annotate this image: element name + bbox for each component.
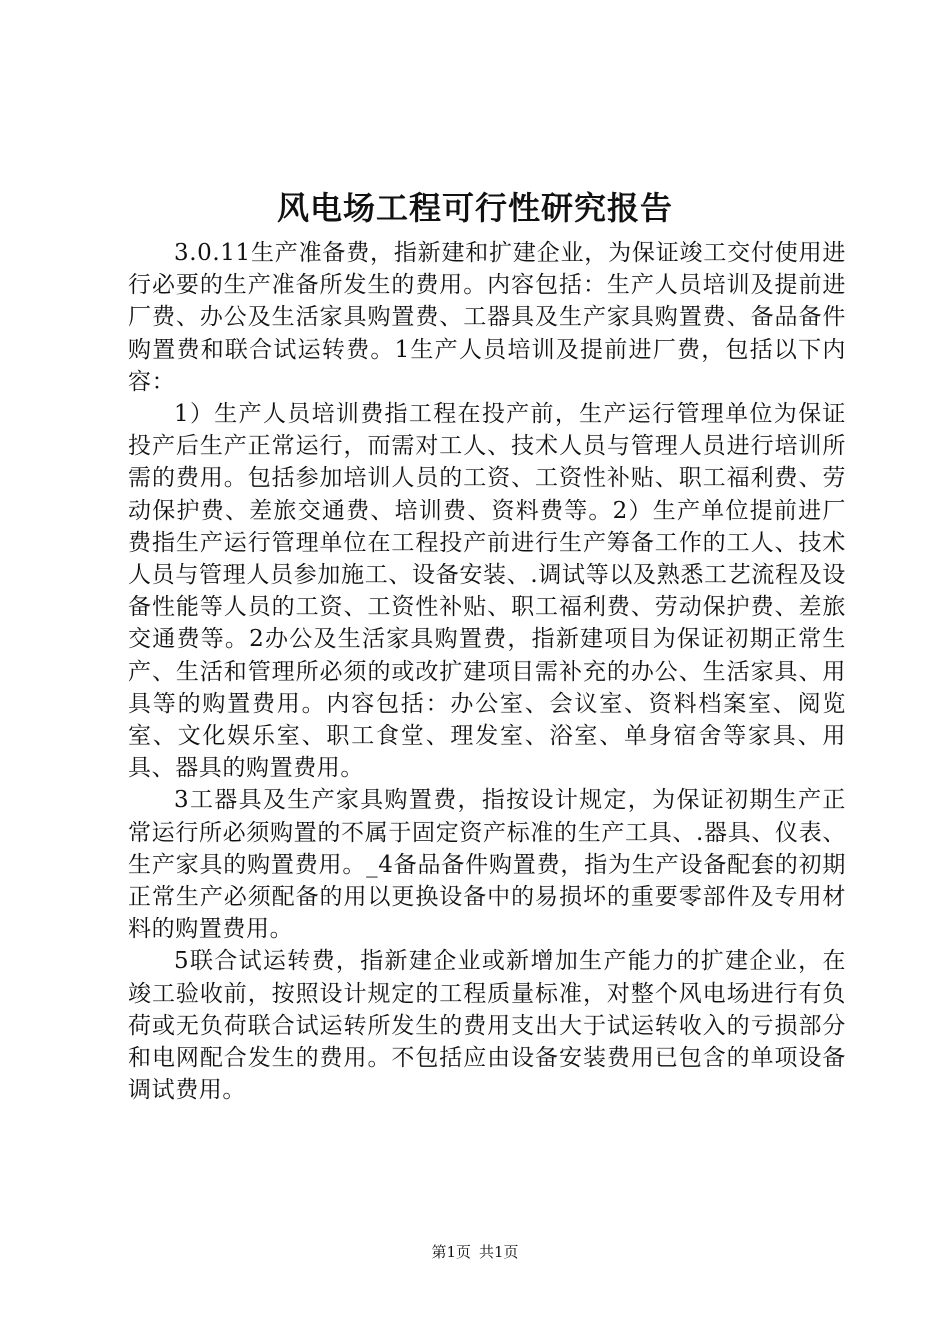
page-number: 第1页	[431, 1243, 471, 1261]
page-footer	[0, 1242, 950, 1262]
paragraph-1: 3.0.11生产准备费，指新建和扩建企业，为保证竣工交付使用进行必要的生产准备所发生的费用。内容包括：生产人员培训及提前进厂费、办公及生活家具购置费、工器具及生产家具购置费、备品备件购置费和联合试运转费。1生产人员培训及提前进厂费，包括以下内容：	[128, 240, 846, 395]
paragraph-3: 3工器具及生产家具购置费，指按设计规定，为保证初期生产正常运行所必须购置的不属于固定资产标准的生产工具、.器具、仪表、生产家具的购置费用。_4备品备件购置费，指为生产设备配套的初期正常生产必须配备的用以更换设备中的易损坏的重要零部件及专用材料的购置费用。	[128, 787, 846, 943]
document-title: 风电场工程可行性研究报告	[276, 189, 673, 227]
page-total: 共1页	[479, 1243, 519, 1261]
document-body	[128, 237, 846, 1106]
paragraph-2: 1）生产人员培训费指工程在投产前，生产运行管理单位为保证投产后生产正常运行，而需对工人、技术人员与管理人员进行培训所需的费用。包括参加培训人员的工资、工资性补贴、职工福利费、劳动保护费、差旅交通费、培训费、资料费等。2）生产单位提前进厂费指生产运行管理单位在工程投产前进行生产筹备工作的工人、技术人员与管理人员参加施工、设备安装、.调试等以及熟悉工艺流程及设备性能等人员的工资、工资性补贴、职工福利费、劳动保护费、差旅交通费等。2办公及生活家具购置费，指新建项目为保证初期正常生产、生活和管理所必须的或改扩建项目需补充的办公、生活家具、用具等的购置费用。内容包括：办公室、会议室、资料档案室、阅览室、文化娱乐室、职工食堂、理发室、浴室、单身宿舍等家具、用具、器具的购置费用。	[128, 401, 846, 782]
paragraph-4: 5联合试运转费，指新建企业或新增加生产能力的扩建企业，在竣工验收前，按照设计规定的工程质量标准，对整个风电场进行有负荷或无负荷联合试运转所发生的费用支出大于试运转收入的亏损部分和电网配合发生的费用。不包括应由设备安装费用已包含的单项设备调试费用。	[128, 948, 846, 1104]
